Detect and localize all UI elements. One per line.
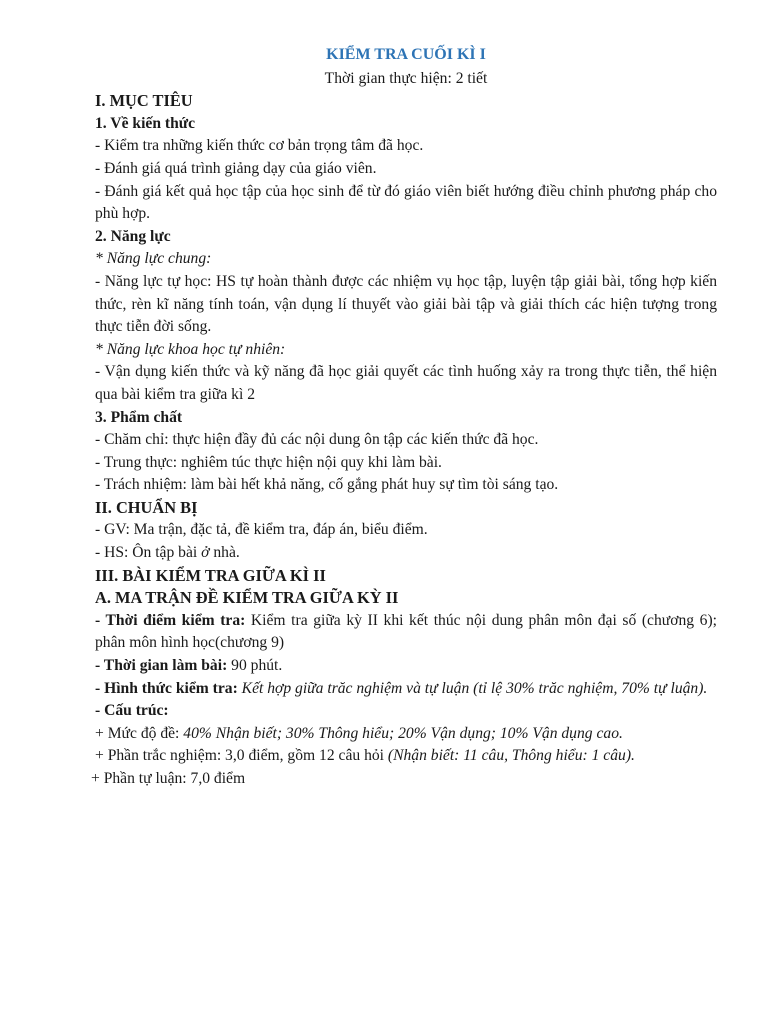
gv-preparation: - GV: Ma trận, đặc tả, đề kiểm tra, đáp án, biểu điểm. (95, 521, 428, 539)
structure-label: - Cấu trúc: (95, 702, 169, 720)
document-title: KIỂM TRA CUỐI KÌ I (326, 46, 486, 63)
essay-line: + Phần tự luận: 7,0 điểm (91, 770, 246, 787)
document-subtitle: Thời gian thực hiện: 2 tiết (324, 69, 488, 87)
duration-line (95, 655, 717, 678)
quality-heading: 3. Phẩm chất (95, 408, 183, 426)
hs-preparation (95, 542, 717, 565)
mcq-italic: (Nhận biết: 11 câu, Thông hiểu: 1 câu). (387, 747, 635, 765)
knowledge-item: - Kiểm tra những kiến thức cơ bản trọng tâm đã học. (95, 137, 424, 155)
time-point-line (95, 610, 717, 655)
document-page (91, 44, 717, 791)
mcq-line (95, 745, 717, 768)
form-label: - Hình thức kiểm tra: (95, 679, 238, 697)
mcq-prefix: + Phần trắc nghiệm: 3,0 điểm, gồm 12 câu hỏi (95, 747, 388, 765)
science-competence-label: * Năng lực khoa học tự nhiên: (95, 340, 286, 358)
hs-prefix: - HS: Ôn tập bài (95, 544, 202, 562)
quality-item: - Trung thực: nghiêm túc thực hiện nội quy khi làm bài. (95, 453, 442, 471)
general-competence-text: - Năng lực tự học: HS tự hoàn thành được các nhiệm vụ học tập, luyện tập giải bài, tổng hợp kiến thức, rèn kĩ năng tính toán, vận dụng lí thuyết vào giải bài tập và giải thích các hiện tượng trong thực tiễn đời sống. (95, 272, 717, 336)
knowledge-heading: 1. Về kiến thức (95, 114, 196, 132)
knowledge-item: - Đánh giá quá trình giảng dạy của giáo viên. (95, 159, 377, 177)
knowledge-item: - Đánh giá kết quả học tập của học sinh để từ đó giáo viên biết hướng điều chỉnh phương pháp cho phù hợp. (95, 182, 717, 223)
section-2-heading: II. CHUẨN BỊ (95, 497, 198, 517)
form-text: Kết hợp giữa trăc nghiệm và tự luận (tỉ lệ 30% trăc nghiệm, 70% tự luận). (237, 679, 708, 697)
form-line (95, 678, 717, 701)
quality-item: - Chăm chỉ: thực hiện đầy đủ các nội dung ôn tập các kiến thức đã học. (95, 431, 539, 449)
duration-text: 90 phút. (227, 657, 283, 675)
time-point-text: Kiểm tra giữa kỳ II khi kết thúc nội dung phân môn đại số (chương 6); phân môn hình học(chương 9) (95, 611, 717, 652)
section-3-heading: III. BÀI KIỂM TRA GIỮA KÌ II (95, 565, 326, 585)
science-competence-text: - Vận dụng kiến thức và kỹ năng đã học giải quyết các tình huống xảy ra trong thực tiễn, thể hiện qua bài kiểm tra giữa kì 2 (95, 363, 717, 403)
competence-heading: 2. Năng lực (95, 227, 171, 245)
hs-italic: ở (201, 544, 210, 562)
quality-item: - Trách nhiệm: làm bài hết khả năng, cố gắng phát huy sự tìm tòi sáng tạo. (95, 476, 559, 494)
hs-suffix: nhà. (209, 544, 240, 562)
level-text: 40% Nhận biết; 30% Thông hiểu; 20% Vận dụng; 10% Vận dụng cao. (183, 724, 623, 742)
level-prefix: + Mức độ đề: (95, 724, 184, 742)
duration-label: - Thời gian làm bài: (95, 657, 228, 675)
matrix-heading: A. MA TRẬN ĐỀ KIỂM TRA GIỮA KỲ II (95, 588, 399, 608)
time-point-label: - Thời điểm kiểm tra: (95, 611, 246, 629)
section-1-heading: I. MỤC TIÊU (95, 91, 193, 111)
general-competence-label: * Năng lực chung: (95, 250, 212, 268)
level-line (95, 723, 717, 746)
